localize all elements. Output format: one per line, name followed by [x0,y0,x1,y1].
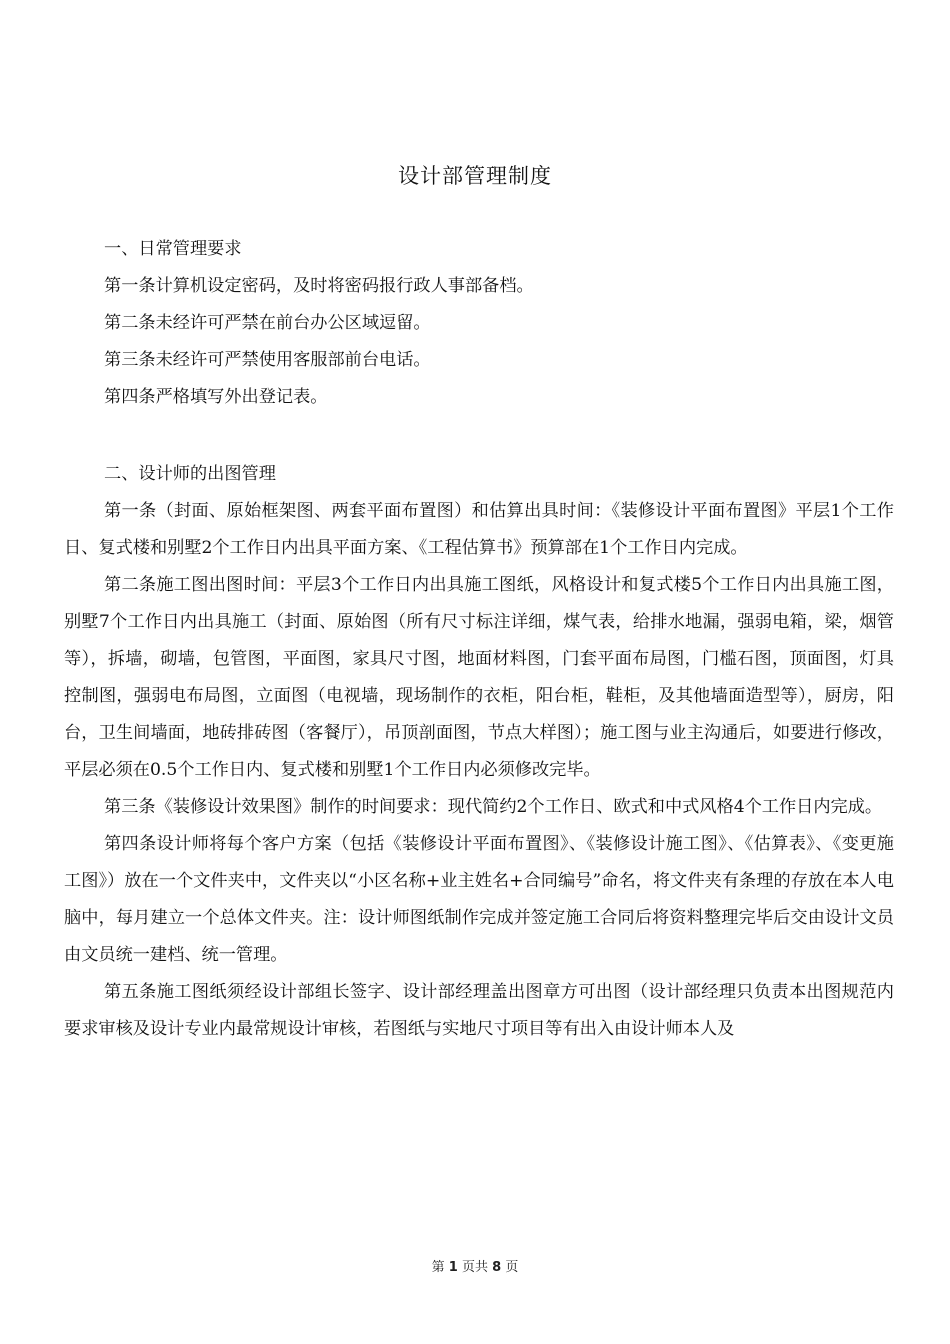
section-spacer [64,416,894,456]
rule-paragraph: 第二条施工图出图时间：平层3个工作日内出具施工图纸，风格设计和复式楼5个工作日内出具施工图，别墅7个工作日内出具施工（封面、原始图（所有尺寸标注详细，煤气表，给排水地漏，强弱电箱，梁，烟管等），拆墙，砌墙，包管图，平面图，家具尺寸图，地面材料图，门套平面布局图，门槛石图，顶面图，灯具控制图，强弱电布局图，立面图（电视墙，现场制作的衣柜，阳台柜，鞋柜，及其他墙面造型等），厨房，阳台，卫生间墙面，地砖排砖图（客餐厅），吊顶剖面图，节点大样图）；施工图与业主沟通后，如要进行修改，平层必须在0.5个工作日内、复式楼和别墅1个工作日内必须修改完毕。 [64,575,894,780]
rule-item: 第三条未经许可严禁使用客服部前台电话。 [104,350,431,370]
document-body [64,231,894,1048]
section-heading-drawing-management: 二、设计师的出图管理 [104,464,276,484]
document-title: 设计部管理制度 [398,164,552,188]
rule-paragraph: 第四条设计师将每个客户方案（包括《装修设计平面布置图》、《装修设计施工图》、《估算表》、《变更施工图》）放在一个文件夹中，文件夹以“小区名称+业主姓名+合同编号”命名，将文件夹有条理的存放在本人电脑中，每月建立一个总体文件夹。注：设计师图纸制作完成并签定施工合同后将资料整理完毕后交由设计文员由文员统一建档、统一管理。 [64,834,894,965]
rule-item: 第四条严格填写外出登记表。 [104,387,328,407]
footer-current-page: 1 [448,1260,458,1275]
footer-middle: 页共 [461,1260,488,1275]
rule-item: 第一条计算机设定密码，及时将密码报行政人事部备档。 [104,276,534,296]
footer-prefix: 第 [431,1260,445,1275]
rule-paragraph: 第一条（封面、原始框架图、两套平面布置图）和估算出具时间：《装修设计平面布置图》平层1个工作日、复式楼和别墅2个工作日内出具平面方案、《工程估算书》预算部在1个工作日内完成。 [64,501,894,558]
section-heading-daily-management: 一、日常管理要求 [104,239,242,259]
rule-paragraph: 第五条施工图纸须经设计部组长签字、设计部经理盖出图章方可出图（设计部经理只负责本出图规范内要求审核及设计专业内最常规设计审核，若图纸与实地尺寸项目等有出入由设计师本人及 [64,982,894,1039]
footer-total-pages: 8 [492,1260,502,1275]
page-footer [0,1256,950,1275]
rule-paragraph: 第三条《装修设计效果图》制作的时间要求：现代简约2个工作日、欧式和中式风格4个工作日内完成。 [104,797,883,817]
rule-item: 第二条未经许可严禁在前台办公区域逗留。 [104,313,431,333]
footer-suffix: 页 [505,1260,519,1275]
